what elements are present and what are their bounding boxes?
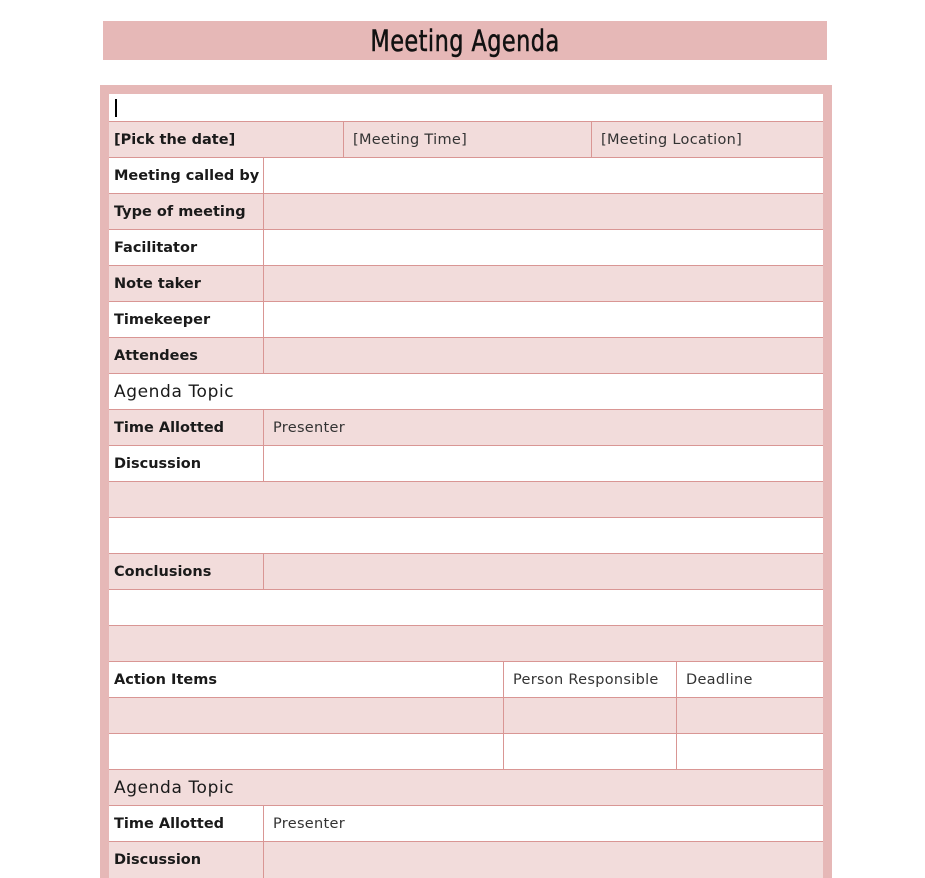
note-taker-input[interactable]: [264, 266, 823, 301]
attendees-label: Attendees: [109, 338, 264, 373]
called-by-label: Meeting called by: [109, 158, 264, 193]
conclusions-label: Conclusions: [109, 554, 264, 589]
facilitator-row: [109, 230, 823, 266]
presenter-field[interactable]: Presenter: [273, 815, 345, 832]
time-allotted-row-1: [109, 410, 823, 446]
action-item-input[interactable]: [109, 734, 504, 769]
type-input[interactable]: [264, 194, 823, 229]
presenter-field[interactable]: Presenter: [273, 419, 345, 436]
action-items-label: Action Items: [109, 662, 504, 697]
note-taker-row: [109, 266, 823, 302]
called-by-input[interactable]: [264, 158, 823, 193]
date-picker-field[interactable]: [Pick the date]: [109, 122, 344, 157]
discussion-input[interactable]: [264, 446, 823, 481]
discussion-label: Discussion: [109, 446, 264, 481]
meeting-time-field[interactable]: [Meeting Time]: [344, 122, 592, 157]
agenda-topic-heading[interactable]: Agenda Topic: [114, 381, 235, 402]
action-item-row: [109, 698, 823, 734]
blank-title-row[interactable]: [109, 94, 823, 122]
attendees-input[interactable]: [264, 338, 823, 373]
agenda-table: [109, 94, 823, 878]
discussion-row-2: [109, 842, 823, 878]
text-cursor-cell[interactable]: [109, 94, 823, 121]
action-item-input[interactable]: [109, 698, 504, 733]
conclusions-line-row[interactable]: [109, 590, 823, 626]
deadline-header: Deadline: [686, 671, 753, 688]
time-allotted-label: Time Allotted: [109, 806, 264, 841]
conclusions-input[interactable]: [264, 554, 823, 589]
facilitator-input[interactable]: [264, 230, 823, 265]
agenda-topic-row-1: [109, 374, 823, 410]
document-title: Meeting Agenda: [370, 23, 560, 58]
meeting-location-field[interactable]: [Meeting Location]: [601, 131, 743, 148]
action-item-row: [109, 734, 823, 770]
conclusions-line-row[interactable]: [109, 626, 823, 662]
agenda-topic-heading[interactable]: Agenda Topic: [114, 777, 235, 798]
note-taker-label: Note taker: [109, 266, 264, 301]
text-caret: [115, 99, 117, 117]
timekeeper-input[interactable]: [264, 302, 823, 337]
type-row: [109, 194, 823, 230]
facilitator-label: Facilitator: [109, 230, 264, 265]
person-responsible-input[interactable]: [504, 734, 677, 769]
discussion-line-row[interactable]: [109, 482, 823, 518]
attendees-row: [109, 338, 823, 374]
title-banner: [103, 21, 827, 60]
discussion-line-row[interactable]: [109, 518, 823, 554]
action-items-header-row: [109, 662, 823, 698]
conclusions-row-1: [109, 554, 823, 590]
date-time-location-row: [109, 122, 823, 158]
deadline-input[interactable]: [677, 698, 823, 733]
person-responsible-input[interactable]: [504, 698, 677, 733]
agenda-topic-row-2: [109, 770, 823, 806]
called-by-row: [109, 158, 823, 194]
discussion-label: Discussion: [109, 842, 264, 878]
discussion-input[interactable]: [264, 842, 823, 878]
person-responsible-header: Person Responsible: [504, 662, 677, 697]
time-allotted-row-2: [109, 806, 823, 842]
type-label: Type of meeting: [109, 194, 264, 229]
deadline-input[interactable]: [677, 734, 823, 769]
time-allotted-label: Time Allotted: [109, 410, 264, 445]
timekeeper-row: [109, 302, 823, 338]
timekeeper-label: Timekeeper: [109, 302, 264, 337]
discussion-row-1: [109, 446, 823, 482]
